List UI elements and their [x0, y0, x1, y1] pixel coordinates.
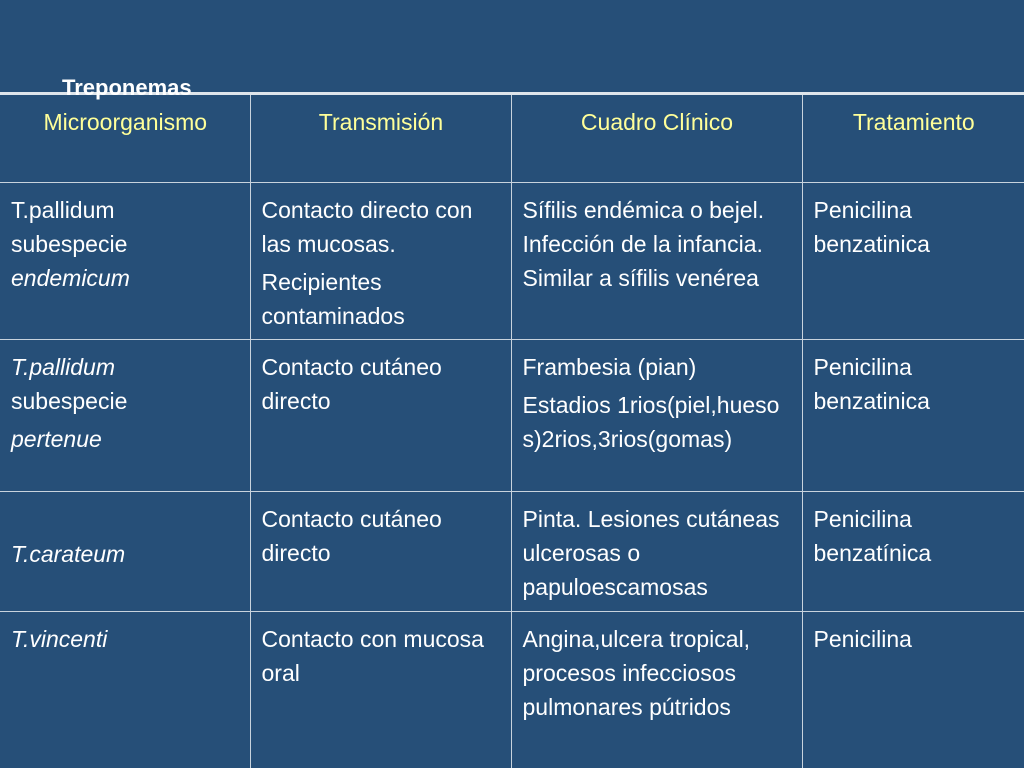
transmission-text: Recipientes contaminados	[261, 269, 405, 329]
clinical-cell	[511, 183, 802, 340]
treatment-cell	[802, 612, 1024, 768]
column-header-tratamiento: Tratamiento	[802, 95, 1024, 183]
organism-subspecies: pertenue	[11, 426, 102, 452]
table-row	[0, 183, 1024, 340]
treponemas-table	[0, 95, 1024, 768]
organism-cell	[0, 492, 250, 612]
clinical-text: Angina,ulcera tropical, procesos infecciosos pulmonares pútridos	[522, 626, 751, 720]
slide-title: Treponemas	[62, 75, 192, 100]
transmission-text: Contacto cutáneo directo	[261, 354, 442, 414]
table-header-row	[0, 95, 1024, 183]
organism-genus: T.pallidum	[11, 354, 115, 380]
clinical-cell	[511, 612, 802, 768]
organism-genus: T.pallidum	[11, 197, 115, 223]
organism-cell	[0, 612, 250, 768]
transmission-text: Contacto cutáneo directo	[261, 506, 442, 566]
organism-genus: T.carateum	[11, 540, 126, 567]
clinical-text: Sífilis endémica o bejel. Infección de la infancia. Similar a sífilis venérea	[522, 197, 765, 291]
transmission-cell	[250, 183, 511, 340]
organism-cell	[0, 340, 250, 492]
transmission-cell	[250, 340, 511, 492]
clinical-text: Pinta. Lesiones cutáneas ulcerosas o papuloescamosas	[522, 506, 780, 600]
clinical-cell	[511, 492, 802, 612]
treatment-text: Penicilina	[813, 626, 912, 652]
column-header-transmision: Transmisión	[250, 95, 511, 183]
table-row	[0, 612, 1024, 768]
column-header-cuadro-clinico: Cuadro Clínico	[511, 95, 802, 183]
transmission-cell	[250, 612, 511, 768]
organism-cell	[0, 183, 250, 340]
transmission-text: Contacto directo con las mucosas.	[261, 197, 473, 257]
treatment-text: Penicilina benzatínica	[813, 506, 932, 566]
organism-genus: T.vincenti	[11, 626, 108, 652]
treatment-text: Penicilina benzatinica	[813, 354, 930, 414]
organism-rank: subespecie	[11, 231, 128, 257]
table-row	[0, 492, 1024, 612]
organism-rank: subespecie	[11, 388, 128, 414]
treatment-cell	[802, 492, 1024, 612]
transmission-text: Contacto con mucosa oral	[261, 626, 484, 686]
table-row	[0, 340, 1024, 492]
treatment-cell	[802, 340, 1024, 492]
column-header-microorganismo: Microorganismo	[43, 109, 208, 135]
clinical-text: Frambesia (pian)	[522, 354, 697, 380]
organism-subspecies: endemicum	[11, 265, 130, 291]
transmission-cell	[250, 492, 511, 612]
clinical-text: Estadios 1rios(piel,huesos)2rios,3rios(gomas)	[522, 392, 780, 452]
treatment-cell	[802, 183, 1024, 340]
treatment-text: Penicilina benzatinica	[813, 197, 930, 257]
clinical-cell	[511, 340, 802, 492]
